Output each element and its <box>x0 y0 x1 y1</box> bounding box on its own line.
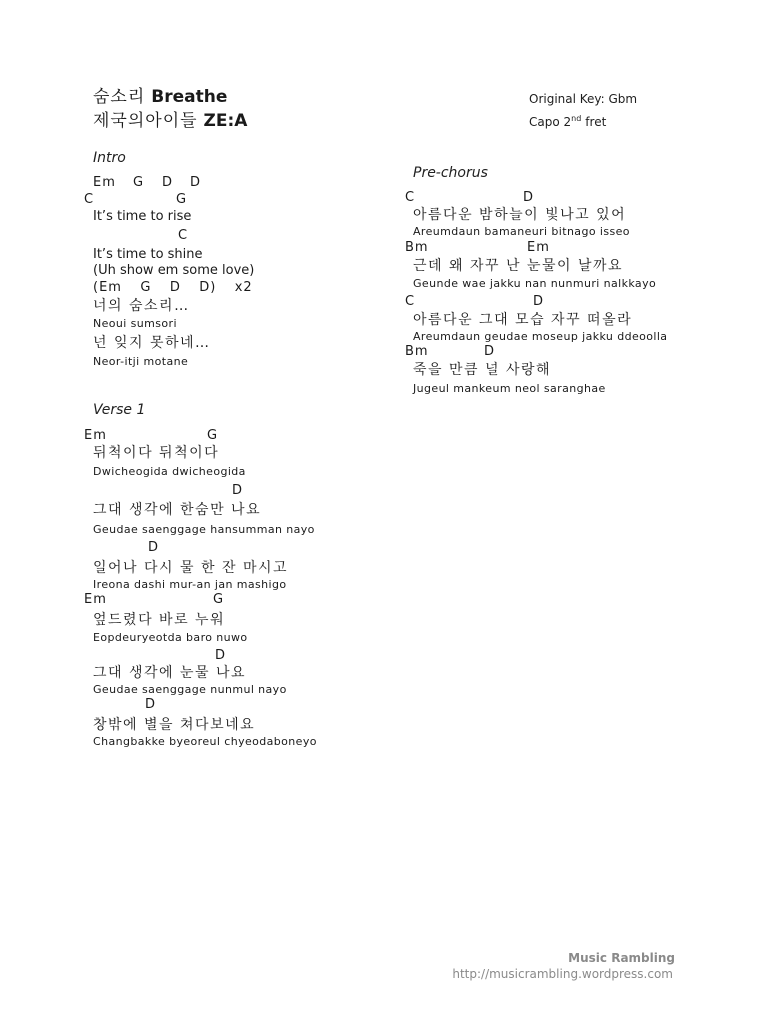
chord: D <box>484 344 496 359</box>
song-title-korean: 숨소리 <box>93 87 146 107</box>
section-heading-intro: Intro <box>93 150 126 166</box>
chord: Bm <box>405 240 429 255</box>
artist-name-english: ZE:A <box>203 111 248 131</box>
chord: G <box>207 428 219 443</box>
romanized-lyric: Ireona dashi mur-an jan mashigo <box>93 578 287 591</box>
lyric-line: It’s time to rise <box>93 209 192 224</box>
section-heading-verse-1: Verse 1 <box>93 402 146 418</box>
chord: D <box>215 648 227 663</box>
chord: Em <box>527 240 550 255</box>
song-title <box>93 87 227 107</box>
korean-lyric: 아름다운 밤하늘이 빛나고 있어 <box>413 207 627 223</box>
romanized-lyric: Geunde wae jakku nan nunmuri nalkkayo <box>413 277 657 290</box>
chord: D <box>162 175 174 190</box>
footer-site-name: Music Rambling <box>568 951 675 965</box>
korean-lyric: 일어나 다시 물 한 잔 마시고 <box>93 560 289 576</box>
romanized-lyric: Neor-itji motane <box>93 355 189 368</box>
capo-suffix: fret <box>585 115 607 129</box>
song-title-english: Breathe <box>151 87 228 107</box>
romanized-lyric: Changbakke byeoreul chyeodaboneyo <box>93 735 317 748</box>
chord: D <box>523 190 535 205</box>
romanized-lyric: Geudae saenggage hansumman nayo <box>93 523 315 536</box>
chord: D <box>145 697 157 712</box>
chord: D <box>148 540 160 555</box>
romanized-lyric: Geudae saenggage nunmul nayo <box>93 683 287 696</box>
capo-ordinal: nd <box>571 114 582 123</box>
chord: D <box>190 175 202 190</box>
korean-lyric: 그대 생각에 한숨만 나요 <box>93 502 262 518</box>
artist-name-korean: 제국의아이들 <box>93 111 198 131</box>
chord: Em <box>93 175 116 190</box>
chord: C <box>84 192 95 207</box>
chord: Em <box>84 592 107 607</box>
capo-info <box>529 115 606 131</box>
chord: D <box>533 294 545 309</box>
chord: G <box>133 175 145 190</box>
korean-lyric: 엎드렸다 바로 누워 <box>93 612 226 628</box>
korean-lyric: 뒤척이다 뒤척이다 <box>93 445 220 461</box>
chord: C <box>178 228 189 243</box>
chord: C <box>405 294 416 309</box>
korean-lyric: 그대 생각에 눈물 나요 <box>93 665 247 681</box>
korean-lyric: 창밖에 별을 쳐다보네요 <box>93 717 256 733</box>
romanized-lyric: Eopdeuryeotda baro nuwo <box>93 631 248 644</box>
romanized-lyric: Areumdaun geudae moseup jakku ddeoolla <box>413 330 668 343</box>
lyric-line: It’s time to shine <box>93 247 203 262</box>
romanized-lyric: Jugeul mankeum neol saranghae <box>413 382 606 395</box>
chord: G <box>176 192 188 207</box>
repeat-chord-line: (Em G D D) x2 <box>93 280 253 295</box>
original-key: Original Key: Gbm <box>529 92 638 106</box>
artist-name <box>93 111 247 131</box>
romanized-lyric: Areumdaun bamaneuri bitnago isseo <box>413 225 630 238</box>
section-heading-pre-chorus: Pre-chorus <box>413 165 488 181</box>
romanized-lyric: Neoui sumsori <box>93 317 177 330</box>
korean-lyric: 너의 숨소리… <box>93 298 190 314</box>
chord: D <box>232 483 244 498</box>
chord: C <box>405 190 416 205</box>
korean-lyric: 근데 왜 자꾸 난 눈물이 날까요 <box>413 258 624 274</box>
chord: Bm <box>405 344 429 359</box>
capo-label: Capo 2 <box>529 115 572 129</box>
chord: G <box>213 592 225 607</box>
korean-lyric: 아름다운 그대 모습 자꾸 떠올라 <box>413 312 633 328</box>
korean-lyric: 넌 잊지 못하네… <box>93 335 211 351</box>
chord: Em <box>84 428 107 443</box>
romanized-lyric: Dwicheogida dwicheogida <box>93 465 246 478</box>
korean-lyric: 죽을 만큼 널 사랑해 <box>413 362 552 378</box>
footer-url: http://musicrambling.wordpress.com <box>452 967 673 981</box>
lyric-line: (Uh show em some love) <box>93 263 255 278</box>
